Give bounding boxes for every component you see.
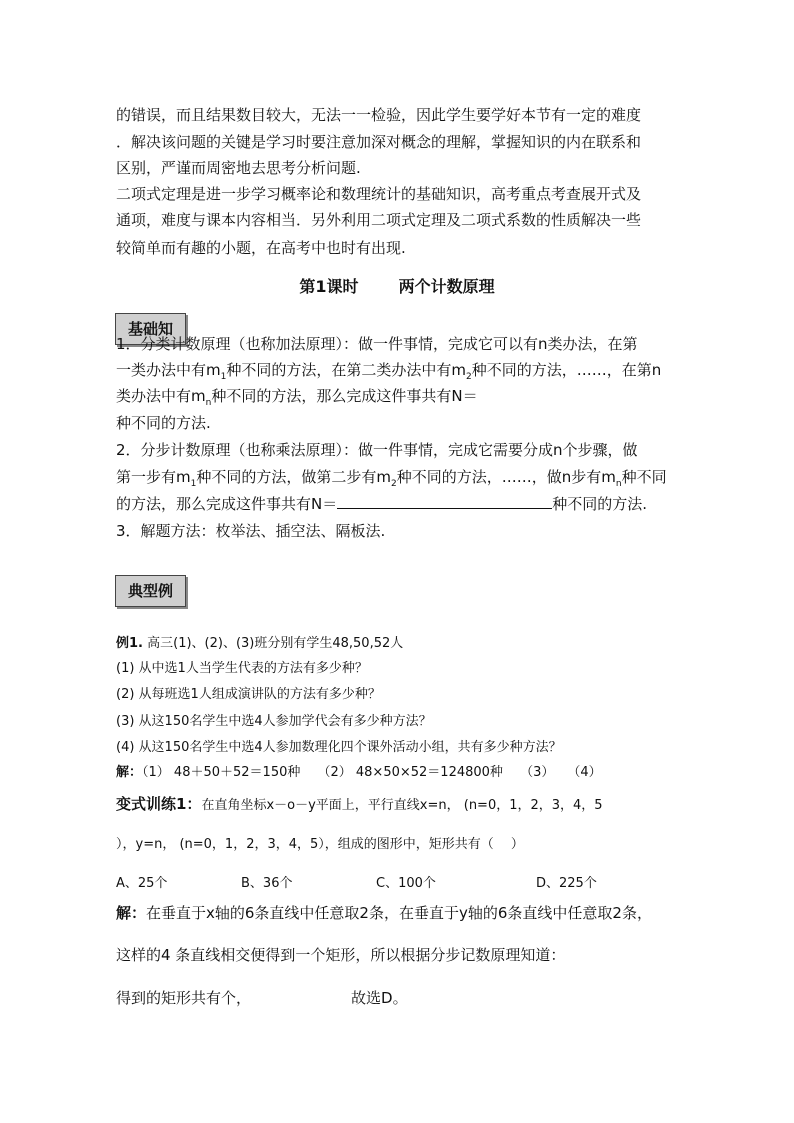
principle1-line2: 一类办法中有$m_1$种不同的方法，在第二类办法中有$m_2$种不同的方法，……，在第n [116, 361, 662, 382]
example1-solution: 解：（1） 48＋50＋52＝150种 （2） 48×50×52＝124800种 （3） （4） [116, 765, 602, 780]
example1-question: (4) 从这150名学生中选4人参加数理化四个课外活动小组，共有多少种方法？ [116, 740, 562, 755]
intro-line: 的错误，而且结果数目较大，无法一一检验，因此学生要学好本节有一定的难度 [116, 106, 642, 124]
principle2-line1: 2．分步计数原理（也称乘法原理）：做一件事情，完成它需要分成n个步骤，做 [116, 441, 638, 459]
lesson-title [0, 274, 794, 297]
variant1-label: 变式训练1： [116, 795, 202, 813]
lesson-number: 第1课时 [299, 277, 359, 296]
option-d: D、225个 [536, 876, 597, 891]
lesson-name: 两个计数原理 [398, 277, 495, 296]
intro-line: 较简单而有趣的小题，在高考中也时有出现. [116, 239, 406, 257]
variant1-options [116, 873, 597, 895]
example1-stem: 例1. 高三(1)、(2)、(3)班分别有学生48,50,52人 [116, 636, 404, 651]
variant1-solution-line2: 这样的4 条直线相交便得到一个矩形，所以根据分步记数原理知道： [116, 946, 566, 964]
variant1-solution-line3: 得到的矩形共有个， 故选D。 [116, 989, 408, 1007]
principle1-line4: 种不同的方法. [116, 414, 211, 432]
methods-line: 3．解题方法：枚举法、插空法、隔板法. [116, 522, 386, 540]
principle1-line3: 类办法中有$m_n$种不同的方法，那么完成这件事共有N＝ [116, 387, 478, 408]
example1-question: (3) 从这150名学生中选4人参加学代会有多少种方法？ [116, 714, 432, 729]
intro-line: 通项，难度与课本内容相当．另外利用二项式定理及二项式系数的性质解决一些 [116, 211, 642, 229]
variant1-stem-line2: ），y=n， (n=0，1，2，3，4，5），组成的图形中，矩形共有（ ） [116, 837, 524, 852]
option-c: C、100个 [376, 876, 436, 891]
intro-line: 区别，严谨而周密地去思考分析问题. [116, 159, 361, 177]
intro-line: 二项式定理是进一步学习概率论和数理统计的基础知识，高考重点考查展开式及 [116, 185, 642, 203]
option-b: B、36个 [241, 876, 293, 891]
intro-line: ．解决该问题的关键是学习时要注意加深对概念的理解，掌握知识的内在联系和 [116, 133, 642, 151]
example1-label: 例1. [116, 636, 143, 651]
section-label-basics: 基础知 [115, 313, 186, 345]
variant1-stem-line1: 变式训练1：在直角坐标x－o－y平面上，平行直线x=n， (n=0，1，2，3，4，5 [116, 795, 603, 813]
principle2-line3: 的方法，那么完成这件事共有N＝ 种不同的方法. [116, 495, 648, 513]
answer-blank [337, 494, 552, 509]
option-a: A、25个 [116, 876, 168, 891]
principle2-line2: 第一步有$m_1$种不同的方法，做第二步有$m_2$种不同的方法，……，做n步有$m_n$种不同 [116, 468, 667, 489]
example1-question: (1) 从中选1人当学生代表的方法有多少种？ [116, 661, 368, 676]
principle1-line1: 1．分类计数原理（也称加法原理）：做一件事情，完成它可以有n类办法，在第 [116, 335, 638, 353]
section-label-examples: 典型例 [115, 575, 186, 607]
example1-question: (2) 从每班选1人组成演讲队的方法有多少种？ [116, 687, 381, 702]
variant1-solution-line1: 解：在垂直于x轴的6条直线中任意取2条，在垂直于y轴的6条直线中任意取2条， [116, 904, 652, 922]
